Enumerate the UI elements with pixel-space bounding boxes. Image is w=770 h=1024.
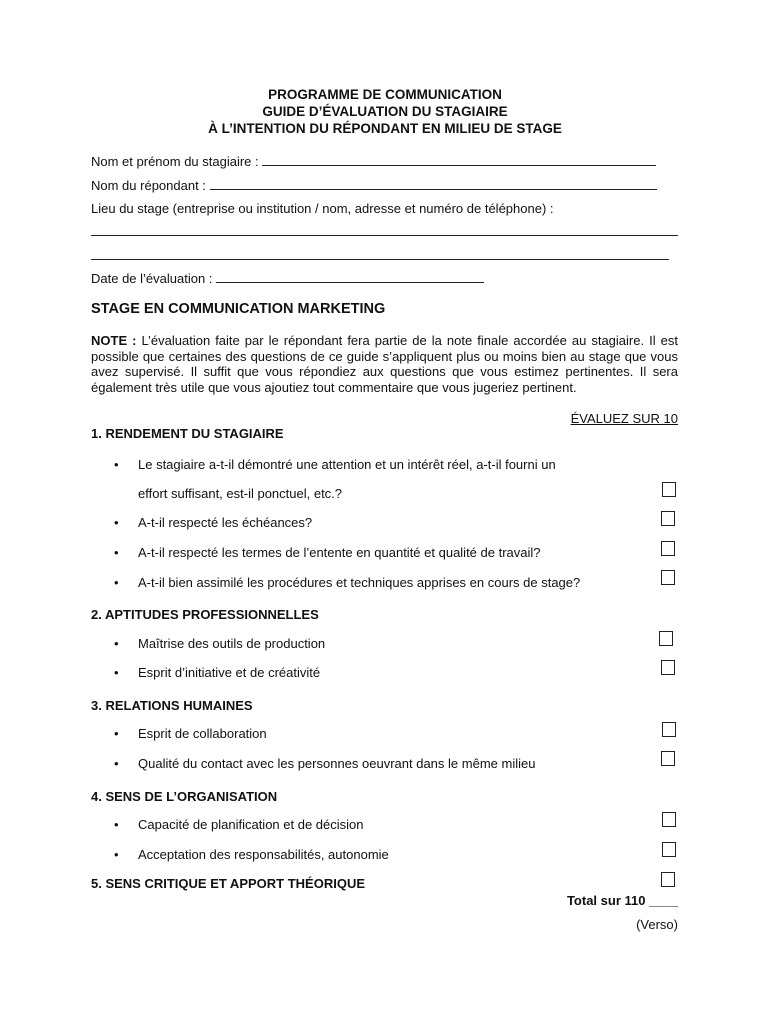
bullet: • (114, 575, 119, 590)
item-text: Acceptation des responsabilités, autonomie (138, 847, 389, 862)
list-item (114, 457, 556, 472)
bullet: • (114, 847, 119, 862)
item-text: A-t-il respecté les termes de l’entente en quantité et qualité de travail? (138, 545, 541, 560)
list-item (114, 847, 389, 862)
list-item (114, 756, 535, 771)
date-blank[interactable] (216, 270, 484, 283)
section-title: 5. SENS CRITIQUE ET APPORT THÉORIQUE (91, 876, 365, 891)
header-program: PROGRAMME DE COMMUNICATION (268, 87, 502, 102)
item-text: A-t-il respecté les échéances? (138, 515, 313, 530)
item-continuation: effort suffisant, est-il ponctuel, etc.? (138, 486, 343, 501)
lieu-stage-field (91, 201, 554, 216)
bullet: • (114, 545, 119, 560)
note-paragraph (91, 333, 678, 395)
item-text: A-t-il bien assimilé les procédures et techniques apprises en cours de stage? (138, 575, 581, 590)
score-checkbox[interactable] (661, 541, 675, 556)
lieu-blank-line-2[interactable] (91, 259, 669, 260)
stagiaire-name-field (91, 153, 656, 169)
section-title: 1. RENDEMENT DU STAGIAIRE (91, 426, 284, 441)
lieu-blank-line-1[interactable] (91, 235, 678, 236)
score-checkbox[interactable] (661, 660, 675, 675)
bullet: • (114, 636, 119, 651)
bullet: • (114, 515, 119, 530)
bullet: • (114, 756, 119, 771)
form-header (0, 86, 770, 137)
score-checkbox[interactable] (661, 570, 675, 585)
date-field (91, 270, 484, 286)
score-checkbox[interactable] (661, 511, 675, 526)
stagiaire-name-blank[interactable] (262, 153, 656, 166)
item-text: Le stagiaire a-t-il démontré une attention et un intérêt réel, a-t-il fourni un (138, 457, 556, 472)
score-checkbox[interactable] (662, 722, 676, 737)
score-checkbox[interactable] (661, 751, 675, 766)
repondant-name-field (91, 177, 657, 193)
list-item (114, 665, 320, 680)
evaluez-label: ÉVALUEZ SUR 10 (570, 411, 678, 426)
list-item (114, 817, 363, 832)
date-label: Date de l’évaluation : (91, 271, 213, 286)
list-item (114, 515, 312, 530)
header-guide: GUIDE D’ÉVALUATION DU STAGIAIRE (262, 104, 508, 119)
note-text: L’évaluation faite par le répondant fera partie de la note finale accordée au stagiaire. Il est possible que certaines des questions de ce guide s’appliquent plus ou moins bien au stage que vous avez supervisé. Il suffit que vous répondiez aux questions que vous estimez pertinentes. Il sera également très utile que vous ajoutiez tout commentaire que vous jugeriez pertinent. (91, 333, 678, 395)
lieu-stage-label: Lieu du stage (entreprise ou institution / nom, adresse et numéro de téléphone) : (91, 201, 554, 216)
header-audience: À L’INTENTION DU RÉPONDANT EN MILIEU DE STAGE (208, 121, 562, 136)
bullet: • (114, 457, 119, 472)
total-score: Total sur 110 ____ (566, 893, 678, 908)
item-text: Esprit de collaboration (138, 726, 267, 741)
bullet: • (114, 665, 119, 680)
bullet: • (114, 817, 119, 832)
stagiaire-name-label: Nom et prénom du stagiaire : (91, 154, 259, 169)
score-checkbox[interactable] (662, 842, 676, 857)
section-title: 3. RELATIONS HUMAINES (91, 698, 253, 713)
score-checkbox[interactable] (662, 482, 676, 497)
bullet: • (114, 726, 119, 741)
list-item (114, 575, 580, 590)
list-item (114, 545, 541, 560)
item-text: Qualité du contact avec les personnes oeuvrant dans le même milieu (138, 756, 536, 771)
repondant-name-label: Nom du répondant : (91, 178, 206, 193)
note-label: NOTE : (91, 333, 137, 348)
repondant-name-blank[interactable] (210, 177, 657, 190)
section-title: 2. APTITUDES PROFESSIONNELLES (91, 607, 319, 622)
score-checkbox[interactable] (662, 812, 676, 827)
list-item (114, 726, 267, 741)
item-text: Capacité de planification et de décision (138, 817, 364, 832)
section-title: 4. SENS DE L’ORGANISATION (91, 789, 278, 804)
verso-label: (Verso) (636, 917, 678, 932)
list-item (114, 636, 325, 651)
item-text: Maîtrise des outils de production (138, 636, 326, 651)
score-checkbox[interactable] (659, 631, 673, 646)
stage-title: STAGE EN COMMUNICATION MARKETING (91, 301, 386, 317)
score-checkbox[interactable] (661, 872, 675, 887)
item-text: Esprit d’initiative et de créativité (138, 665, 321, 680)
